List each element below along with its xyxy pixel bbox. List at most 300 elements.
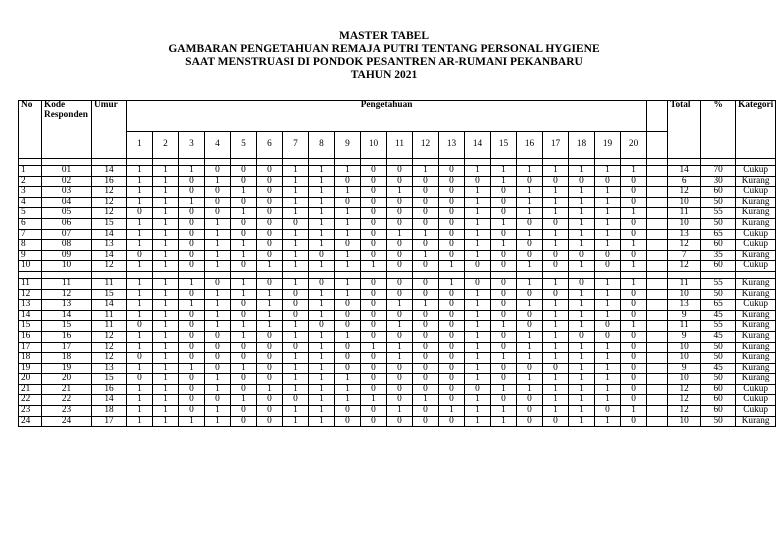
cell-answer-11: 1 xyxy=(387,229,413,240)
table-row xyxy=(19,176,776,187)
cell-answer-3: 0 xyxy=(179,208,205,219)
cell-answer-7: 0 xyxy=(283,342,309,353)
cell-answer-9: 1 xyxy=(335,331,361,342)
cell-answer-11: 0 xyxy=(387,416,413,427)
cell-answer-19: 1 xyxy=(595,187,621,198)
cell-total: 9 xyxy=(668,310,701,321)
cell-answer-1: 1 xyxy=(127,187,153,198)
cell-answer-4: 0 xyxy=(205,342,231,353)
cell-answer-11: 0 xyxy=(387,395,413,406)
cell-answer-13: 0 xyxy=(439,374,465,385)
cell-answer-12: 0 xyxy=(413,321,439,332)
cell-answer-3: 0 xyxy=(179,310,205,321)
cell-spacer xyxy=(647,229,668,240)
cell-umur: 16 xyxy=(92,384,127,395)
cell-answer-5: 0 xyxy=(231,261,257,272)
cell-answer-18: 1 xyxy=(569,374,595,385)
cell-answer-9: 1 xyxy=(335,229,361,240)
cell-answer-6: 0 xyxy=(257,176,283,187)
cell-answer-19: 0 xyxy=(595,176,621,187)
cell-spacer xyxy=(647,300,668,311)
cell-kategori: Cukup xyxy=(736,300,776,311)
cell-answer-11: 1 xyxy=(387,342,413,353)
cell-answer-19: 1 xyxy=(595,384,621,395)
cell-answer-13: 0 xyxy=(439,342,465,353)
cell-answer-6: 0 xyxy=(257,342,283,353)
cell-answer-9: 0 xyxy=(335,176,361,187)
cell-answer-8: 1 xyxy=(309,310,335,321)
cell-answer-10: 0 xyxy=(361,278,387,289)
cell-answer-17: 1 xyxy=(543,166,569,177)
cell-answer-20: 0 xyxy=(621,363,647,374)
cell-answer-8: 1 xyxy=(309,300,335,311)
table-row xyxy=(19,229,776,240)
cell-answer-6: 0 xyxy=(257,250,283,261)
cell-kode: 22 xyxy=(42,395,92,406)
cell-answer-5: 1 xyxy=(231,240,257,251)
question-header-17: 17 xyxy=(543,132,569,159)
cell-answer-6: 0 xyxy=(257,187,283,198)
cell-answer-10: 0 xyxy=(361,384,387,395)
cell-answer-4: 1 xyxy=(205,250,231,261)
cell-answer-19: 1 xyxy=(595,166,621,177)
cell-kode: 12 xyxy=(42,289,92,300)
cell-answer-18: 1 xyxy=(569,187,595,198)
cell-answer-11: 1 xyxy=(387,406,413,417)
cell-answer-19: 1 xyxy=(595,395,621,406)
cell-answer-14: 1 xyxy=(465,321,491,332)
cell-total: 9 xyxy=(668,331,701,342)
cell-total: 12 xyxy=(668,384,701,395)
cell-answer-6: 1 xyxy=(257,321,283,332)
cell-answer-6: 0 xyxy=(257,166,283,177)
cell-answer-11: 0 xyxy=(387,289,413,300)
cell-answer-10: 0 xyxy=(361,176,387,187)
cell-answer-11: 0 xyxy=(387,363,413,374)
cell-answer-5: 0 xyxy=(231,229,257,240)
cell-answer-6: 0 xyxy=(257,331,283,342)
question-header-6: 6 xyxy=(257,132,283,159)
cell-answer-15: 1 xyxy=(491,353,517,364)
cell-spacer xyxy=(647,166,668,177)
cell-umur: 11 xyxy=(92,278,127,289)
table-row xyxy=(19,395,776,406)
cell-answer-17: 1 xyxy=(543,278,569,289)
cell-answer-3: 1 xyxy=(179,197,205,208)
cell-answer-16: 1 xyxy=(517,331,543,342)
cell-answer-5: 1 xyxy=(231,331,257,342)
cell-answer-4: 0 xyxy=(205,187,231,198)
cell-answer-13: 0 xyxy=(439,166,465,177)
cell-answer-12: 0 xyxy=(413,384,439,395)
cell-answer-17: 1 xyxy=(543,240,569,251)
cell-answer-18: 1 xyxy=(569,166,595,177)
cell-persen: 65 xyxy=(701,229,736,240)
cell-spacer xyxy=(647,384,668,395)
cell-no: 2 xyxy=(19,176,42,187)
cell-umur: 12 xyxy=(92,261,127,272)
cell-answer-18: 1 xyxy=(569,363,595,374)
cell-answer-12: 0 xyxy=(413,342,439,353)
cell-answer-10: 0 xyxy=(361,353,387,364)
cell-answer-8: 1 xyxy=(309,208,335,219)
cell-answer-8: 1 xyxy=(309,229,335,240)
header-pengetahuan: Pengetahuan xyxy=(127,101,647,132)
cell-answer-12: 0 xyxy=(413,416,439,427)
cell-answer-14: 1 xyxy=(465,197,491,208)
cell-total: 9 xyxy=(668,363,701,374)
cell-answer-4: 0 xyxy=(205,166,231,177)
cell-answer-13: 0 xyxy=(439,395,465,406)
cell-answer-12: 0 xyxy=(413,289,439,300)
cell-answer-4: 0 xyxy=(205,363,231,374)
cell-answer-4: 0 xyxy=(205,353,231,364)
cell-answer-8: 1 xyxy=(309,166,335,177)
cell-answer-6: 1 xyxy=(257,310,283,321)
cell-answer-4: 1 xyxy=(205,229,231,240)
cell-answer-17: 1 xyxy=(543,197,569,208)
cell-total: 12 xyxy=(668,406,701,417)
cell-answer-14: 1 xyxy=(465,240,491,251)
cell-kategori: Kurang xyxy=(736,331,776,342)
cell-answer-10: 0 xyxy=(361,406,387,417)
cell-total: 7 xyxy=(668,250,701,261)
cell-answer-18: 1 xyxy=(569,395,595,406)
cell-answer-11: 0 xyxy=(387,166,413,177)
cell-answer-16: 0 xyxy=(517,176,543,187)
cell-answer-15: 0 xyxy=(491,289,517,300)
cell-answer-18: 0 xyxy=(569,331,595,342)
cell-answer-7: 1 xyxy=(283,374,309,385)
cell-answer-16: 1 xyxy=(517,229,543,240)
cell-persen: 60 xyxy=(701,395,736,406)
cell-spacer xyxy=(647,353,668,364)
cell-answer-10: 0 xyxy=(361,416,387,427)
cell-answer-19: 0 xyxy=(595,250,621,261)
cell-answer-7: 0 xyxy=(283,395,309,406)
cell-umur: 14 xyxy=(92,395,127,406)
cell-answer-10: 0 xyxy=(361,208,387,219)
cell-total: 10 xyxy=(668,218,701,229)
cell-answer-8: 1 xyxy=(309,331,335,342)
cell-answer-7: 1 xyxy=(283,250,309,261)
cell-kode: 08 xyxy=(42,240,92,251)
cell-answer-5: 0 xyxy=(231,353,257,364)
cell-answer-9: 0 xyxy=(335,321,361,332)
cell-answer-2: 1 xyxy=(153,342,179,353)
cell-answer-14: 1 xyxy=(465,250,491,261)
cell-answer-3: 0 xyxy=(179,406,205,417)
cell-umur: 11 xyxy=(92,321,127,332)
cell-answer-12: 0 xyxy=(413,218,439,229)
cell-answer-2: 1 xyxy=(153,321,179,332)
cell-kode: 04 xyxy=(42,197,92,208)
cell-answer-4: 1 xyxy=(205,261,231,272)
cell-answer-17: 1 xyxy=(543,187,569,198)
cell-answer-20: 0 xyxy=(621,176,647,187)
cell-answer-2: 1 xyxy=(153,331,179,342)
cell-answer-2: 1 xyxy=(153,218,179,229)
cell-answer-17: 1 xyxy=(543,353,569,364)
cell-answer-5: 1 xyxy=(231,208,257,219)
cell-answer-16: 1 xyxy=(517,278,543,289)
cell-answer-10: 0 xyxy=(361,187,387,198)
cell-answer-1: 1 xyxy=(127,300,153,311)
cell-umur: 14 xyxy=(92,166,127,177)
cell-answer-3: 0 xyxy=(179,384,205,395)
cell-answer-1: 1 xyxy=(127,363,153,374)
cell-answer-12: 0 xyxy=(413,353,439,364)
cell-answer-17: 1 xyxy=(543,208,569,219)
cell-answer-16: 1 xyxy=(517,353,543,364)
cell-umur: 12 xyxy=(92,208,127,219)
cell-answer-7: 1 xyxy=(283,353,309,364)
cell-answer-7: 1 xyxy=(283,240,309,251)
cell-answer-7: 1 xyxy=(283,321,309,332)
header-kode-responden: Kode Responden xyxy=(42,101,92,159)
cell-answer-17: 1 xyxy=(543,310,569,321)
cell-answer-18: 1 xyxy=(569,321,595,332)
table-row xyxy=(19,331,776,342)
cell-answer-15: 0 xyxy=(491,229,517,240)
cell-answer-3: 0 xyxy=(179,289,205,300)
cell-answer-15: 0 xyxy=(491,187,517,198)
cell-answer-9: 1 xyxy=(335,374,361,385)
cell-kode: 07 xyxy=(42,229,92,240)
table-row xyxy=(19,342,776,353)
cell-answer-12: 1 xyxy=(413,229,439,240)
table-row xyxy=(19,218,776,229)
table-row xyxy=(19,374,776,385)
cell-answer-7: 0 xyxy=(283,218,309,229)
cell-answer-16: 1 xyxy=(517,166,543,177)
cell-answer-8: 1 xyxy=(309,395,335,406)
cell-kategori: Kurang xyxy=(736,208,776,219)
cell-answer-17: 1 xyxy=(543,300,569,311)
table-row xyxy=(19,250,776,261)
cell-answer-15: 1 xyxy=(491,384,517,395)
cell-answer-5: 1 xyxy=(231,187,257,198)
cell-answer-5: 0 xyxy=(231,416,257,427)
cell-answer-1: 0 xyxy=(127,321,153,332)
cell-answer-8: 1 xyxy=(309,187,335,198)
cell-answer-6: 1 xyxy=(257,261,283,272)
cell-answer-14: 1 xyxy=(465,310,491,321)
cell-answer-1: 1 xyxy=(127,342,153,353)
cell-no: 4 xyxy=(19,197,42,208)
cell-spacer xyxy=(647,395,668,406)
cell-total: 12 xyxy=(668,261,701,272)
cell-answer-7: 1 xyxy=(283,406,309,417)
cell-answer-15: 0 xyxy=(491,250,517,261)
spacer-cell xyxy=(647,159,668,166)
table-row xyxy=(19,187,776,198)
cell-answer-4: 0 xyxy=(205,395,231,406)
cell-answer-12: 0 xyxy=(413,187,439,198)
cell-answer-14: 1 xyxy=(465,374,491,385)
cell-spacer xyxy=(647,310,668,321)
cell-answer-2: 1 xyxy=(153,289,179,300)
cell-answer-5: 0 xyxy=(231,342,257,353)
cell-answer-19: 0 xyxy=(595,261,621,272)
cell-persen: 65 xyxy=(701,300,736,311)
cell-answer-20: 0 xyxy=(621,310,647,321)
cell-persen: 60 xyxy=(701,406,736,417)
cell-answer-14: 1 xyxy=(465,208,491,219)
cell-answer-2: 1 xyxy=(153,300,179,311)
cell-answer-20: 0 xyxy=(621,289,647,300)
cell-answer-7: 1 xyxy=(283,261,309,272)
cell-no: 7 xyxy=(19,229,42,240)
cell-answer-7: 0 xyxy=(283,300,309,311)
cell-answer-12: 1 xyxy=(413,395,439,406)
title-line-3: SAAT MENSTRUASI DI PONDOK PESANTREN AR-RUMANI PEKANBARU xyxy=(185,56,583,68)
cell-answer-12: 0 xyxy=(413,240,439,251)
cell-kategori: Kurang xyxy=(736,321,776,332)
cell-answer-3: 1 xyxy=(179,300,205,311)
cell-no: 21 xyxy=(19,384,42,395)
cell-no: 18 xyxy=(19,353,42,364)
cell-answer-3: 0 xyxy=(179,229,205,240)
cell-answer-3: 0 xyxy=(179,187,205,198)
cell-answer-12: 0 xyxy=(413,374,439,385)
cell-answer-5: 1 xyxy=(231,250,257,261)
cell-answer-17: 0 xyxy=(543,218,569,229)
cell-answer-9: 0 xyxy=(335,310,361,321)
cell-answer-11: 0 xyxy=(387,197,413,208)
cell-answer-9: 1 xyxy=(335,289,361,300)
cell-answer-9: 1 xyxy=(335,278,361,289)
cell-answer-11: 0 xyxy=(387,384,413,395)
cell-answer-8: 1 xyxy=(309,374,335,385)
cell-answer-18: 1 xyxy=(569,208,595,219)
cell-answer-12: 0 xyxy=(413,363,439,374)
question-header-20: 20 xyxy=(621,132,647,159)
cell-answer-18: 1 xyxy=(569,289,595,300)
cell-kode: 06 xyxy=(42,218,92,229)
cell-answer-20: 1 xyxy=(621,278,647,289)
cell-answer-3: 0 xyxy=(179,374,205,385)
cell-total: 12 xyxy=(668,395,701,406)
cell-answer-10: 0 xyxy=(361,310,387,321)
cell-answer-20: 1 xyxy=(621,406,647,417)
cell-answer-11: 0 xyxy=(387,278,413,289)
master-table xyxy=(18,100,776,427)
cell-answer-12: 0 xyxy=(413,278,439,289)
cell-answer-7: 1 xyxy=(283,363,309,374)
cell-answer-5: 1 xyxy=(231,321,257,332)
cell-answer-11: 1 xyxy=(387,321,413,332)
cell-answer-13: 1 xyxy=(439,261,465,272)
table-row xyxy=(19,363,776,374)
cell-answer-9: 1 xyxy=(335,384,361,395)
cell-answer-16: 1 xyxy=(517,261,543,272)
table-row xyxy=(19,240,776,251)
cell-no: 16 xyxy=(19,331,42,342)
cell-answer-14: 0 xyxy=(465,176,491,187)
cell-answer-6: 0 xyxy=(257,353,283,364)
cell-spacer xyxy=(647,261,668,272)
cell-answer-10: 0 xyxy=(361,218,387,229)
table-row xyxy=(19,353,776,364)
cell-answer-3: 0 xyxy=(179,321,205,332)
cell-answer-6: 0 xyxy=(257,278,283,289)
cell-answer-14: 1 xyxy=(465,363,491,374)
cell-answer-19: 1 xyxy=(595,300,621,311)
cell-answer-4: 0 xyxy=(205,197,231,208)
cell-no: 17 xyxy=(19,342,42,353)
cell-answer-7: 1 xyxy=(283,208,309,219)
question-header-19: 19 xyxy=(595,132,621,159)
cell-no: 9 xyxy=(19,250,42,261)
cell-kategori: Cukup xyxy=(736,395,776,406)
cell-answer-17: 1 xyxy=(543,342,569,353)
cell-answer-18: 1 xyxy=(569,240,595,251)
cell-answer-8: 1 xyxy=(309,353,335,364)
cell-answer-19: 1 xyxy=(595,278,621,289)
cell-persen: 50 xyxy=(701,197,736,208)
cell-kategori: Cukup xyxy=(736,261,776,272)
cell-no: 6 xyxy=(19,218,42,229)
cell-answer-18: 1 xyxy=(569,384,595,395)
cell-answer-10: 0 xyxy=(361,289,387,300)
cell-no: 14 xyxy=(19,310,42,321)
question-header-8: 8 xyxy=(309,132,335,159)
cell-answer-17: 0 xyxy=(543,261,569,272)
cell-answer-8: 0 xyxy=(309,321,335,332)
cell-answer-20: 0 xyxy=(621,416,647,427)
cell-answer-3: 0 xyxy=(179,342,205,353)
cell-answer-10: 1 xyxy=(361,261,387,272)
cell-answer-7: 1 xyxy=(283,187,309,198)
cell-kategori: Cukup xyxy=(736,240,776,251)
cell-umur: 14 xyxy=(92,250,127,261)
cell-answer-2: 1 xyxy=(153,310,179,321)
cell-answer-10: 1 xyxy=(361,395,387,406)
cell-answer-7: 1 xyxy=(283,331,309,342)
cell-answer-13: 0 xyxy=(439,240,465,251)
cell-answer-15: 0 xyxy=(491,208,517,219)
cell-answer-3: 1 xyxy=(179,363,205,374)
cell-answer-18: 1 xyxy=(569,218,595,229)
cell-answer-19: 1 xyxy=(595,342,621,353)
cell-answer-2: 1 xyxy=(153,384,179,395)
question-header-4: 4 xyxy=(205,132,231,159)
cell-answer-8: 1 xyxy=(309,384,335,395)
cell-answer-14: 0 xyxy=(465,384,491,395)
table-row xyxy=(19,197,776,208)
cell-total: 11 xyxy=(668,321,701,332)
cell-answer-16: 1 xyxy=(517,197,543,208)
cell-kategori: Cukup xyxy=(736,384,776,395)
cell-answer-20: 0 xyxy=(621,187,647,198)
cell-answer-7: 1 xyxy=(283,166,309,177)
cell-answer-19: 0 xyxy=(595,406,621,417)
cell-answer-9: 0 xyxy=(335,240,361,251)
cell-answer-17: 1 xyxy=(543,406,569,417)
question-header-1: 1 xyxy=(127,132,153,159)
table-row xyxy=(19,406,776,417)
cell-answer-10: 0 xyxy=(361,321,387,332)
cell-answer-3: 1 xyxy=(179,416,205,427)
cell-answer-2: 1 xyxy=(153,416,179,427)
cell-answer-18: 1 xyxy=(569,416,595,427)
cell-spacer xyxy=(647,197,668,208)
cell-answer-6: 1 xyxy=(257,289,283,300)
cell-answer-7: 1 xyxy=(283,197,309,208)
cell-answer-1: 1 xyxy=(127,197,153,208)
cell-answer-13: 0 xyxy=(439,331,465,342)
